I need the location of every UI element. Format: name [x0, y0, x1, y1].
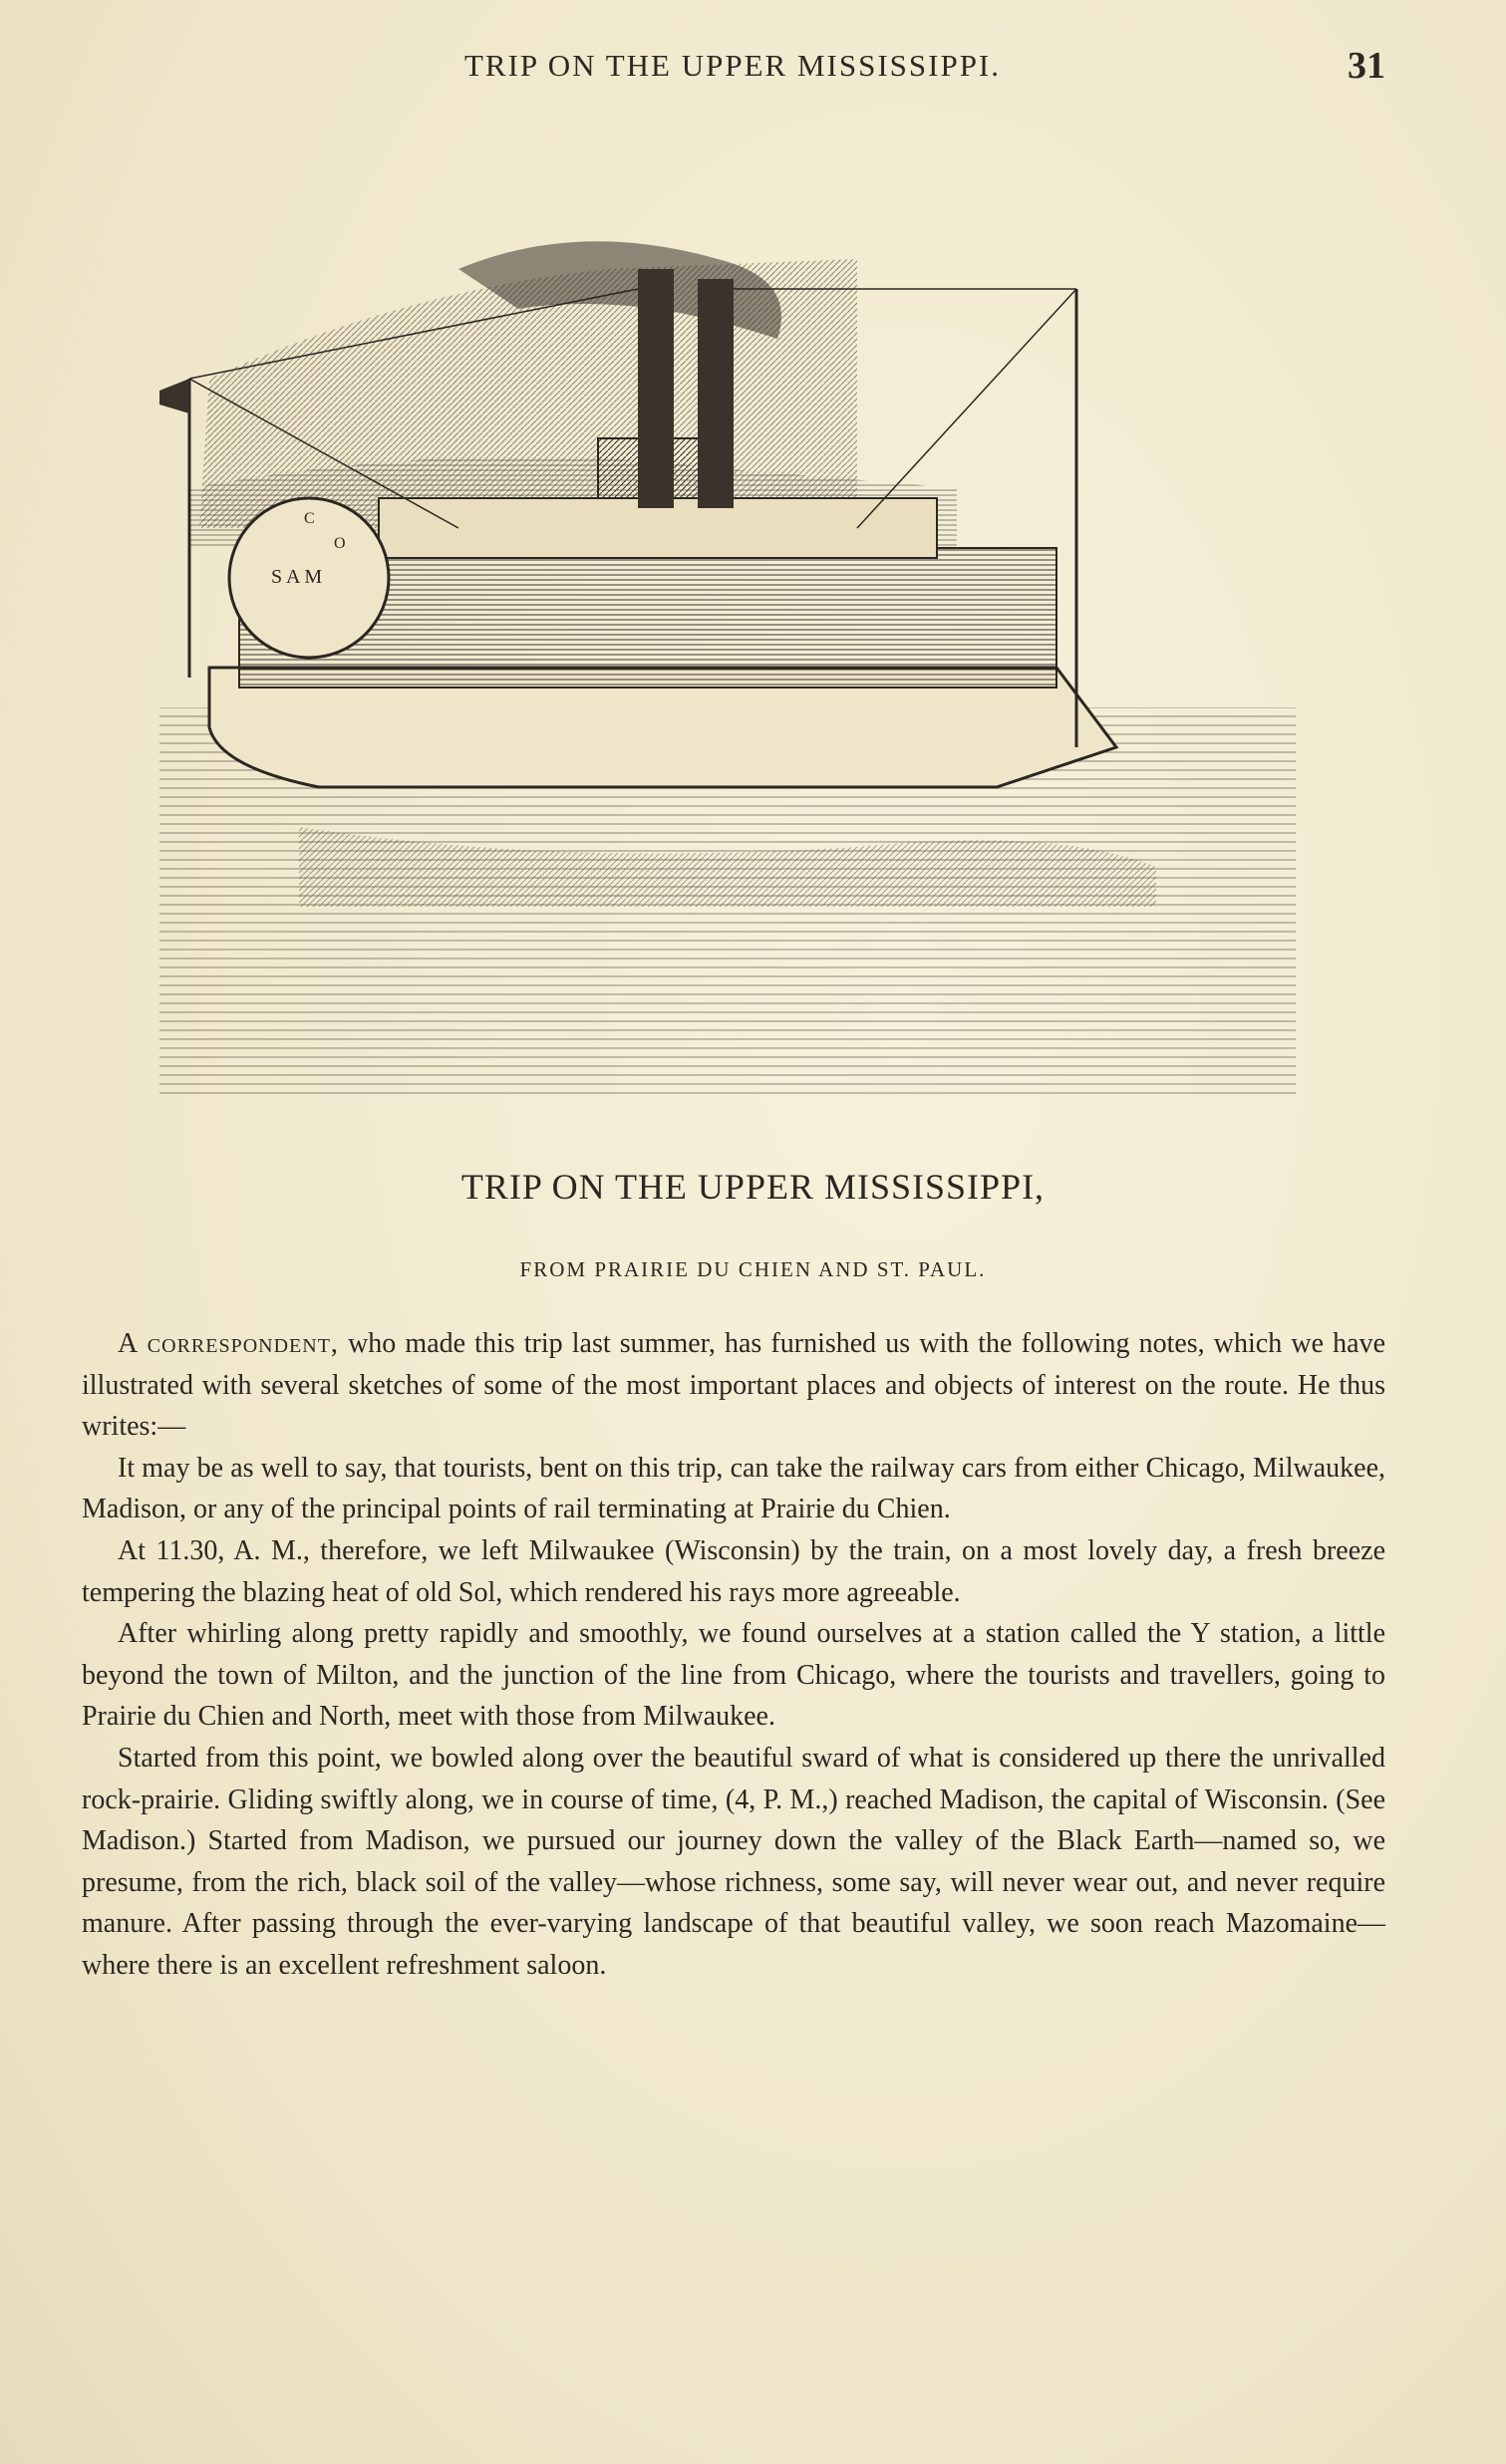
paragraph-3: At 11.30, A. M., therefore, we left Milwaukee (Wisconsin) by the train, on a most lovely day, a fresh breeze tempering the blazing heat of old Sol, which rendered his rays more agreeable.: [82, 1534, 1385, 1608]
article-body: [82, 1323, 1385, 1987]
paragraph-1: [82, 1323, 1385, 1448]
article-subtitle: FROM PRAIRIE DU CHIEN AND ST. PAUL.: [519, 1257, 987, 1281]
paragraph-5: Started from this point, we bowled along over the beautiful sward of what is considered up there the unrivalled rock-prairie. Gliding swiftly along, we in course of time, (4, P. M.,) reached Madison, the capital of Wisconsin. (See Madison.) Started from Madison, we pursued our journey down the valley of the Black Earth—named so, we presume, from the rich, black soil of the valley—whose richness, some say, will never wear out, and never require manure. After passing through the ever-varying landscape of that beautiful valley, we soon reach Mazomaine—where there is an excellent refreshment saloon.: [82, 1742, 1385, 1981]
running-title: TRIP ON THE UPPER MISSISSIPPI.: [463, 48, 1002, 83]
smokestack-right: [698, 279, 734, 508]
page-header: [80, 45, 1385, 98]
paragraph-1-text: who made this trip last summer, has furnished us with the following notes, which we have illustrated with several sketches of some of the most important places and objects of interest on the route. He thus writes:—: [82, 1328, 1385, 1443]
paragraph-2: It may be as well to say, that tourists, bent on this trip, can take the railway cars from either Chicago, Milwaukee, Madison, or any of the principal points of rail terminating at Prairie du Chien.: [82, 1452, 1385, 1525]
article-title: TRIP ON THE UPPER MISSISSIPPI,: [460, 1167, 1046, 1207]
smokestack-left: [638, 269, 674, 508]
boat-name: S A M: [271, 566, 323, 588]
flag: [159, 379, 189, 413]
steamboat-engraving: [159, 229, 1296, 1096]
badge-letter-2: O: [334, 535, 346, 552]
paragraph-1-lead: A correspondent,: [118, 1328, 339, 1359]
paragraph-4: After whirling along pretty rapidly and smoothly, we found ourselves at a station called the Y station, a little beyond the town of Milton, and the junction of the line from Chicago, where the tourists and travellers, going to Prairie du Chien and North, meet with those from Milwaukee.: [82, 1618, 1385, 1733]
page-number: 31: [1348, 45, 1385, 87]
badge-letter-1: C: [304, 510, 315, 527]
